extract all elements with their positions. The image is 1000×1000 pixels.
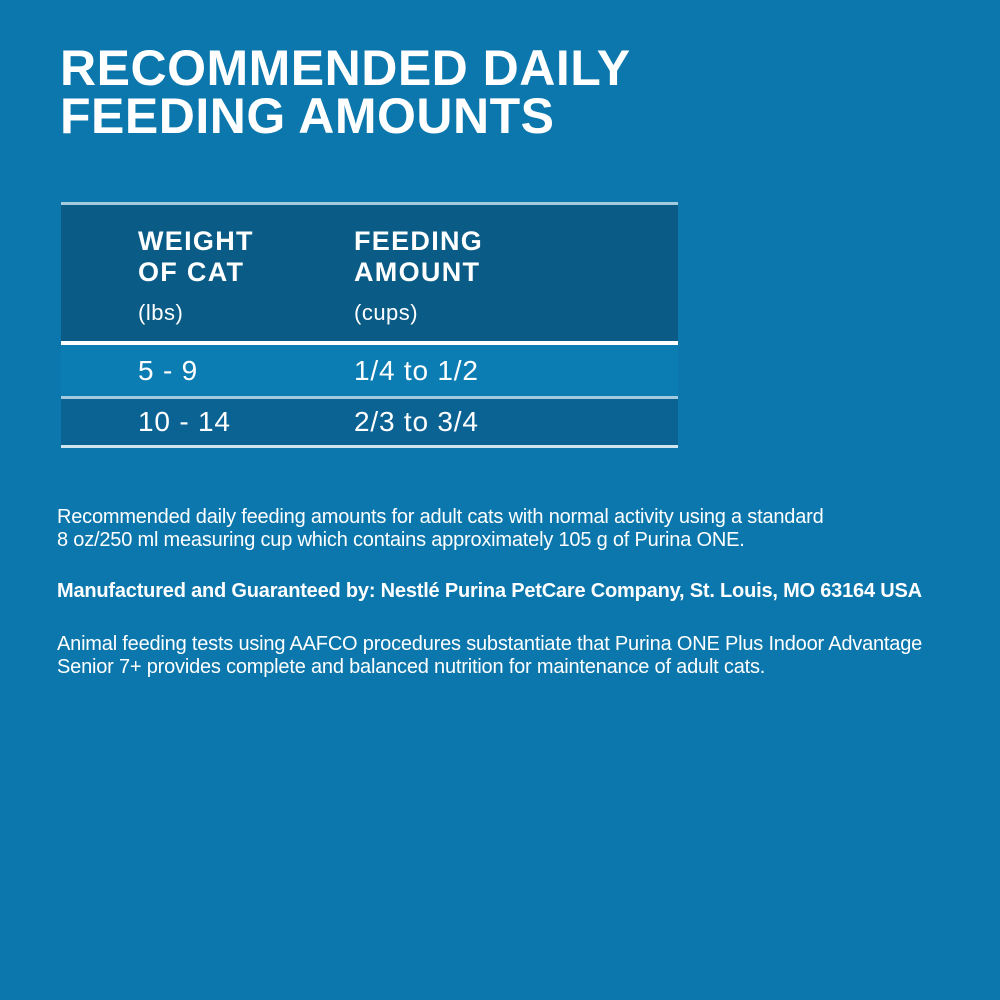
weight-header-line-2: OF CAT [138,257,245,287]
aafco-statement-line-1: Animal feeding tests using AAFCO procedures substantiate that Purina ONE Plus Indoor Advantage [57,633,923,655]
table-bottom-rule [61,445,678,448]
feeding-note-line-2: 8 oz/250 ml measuring cup which contains approximately 105 g of Purina ONE. [57,529,745,551]
page-title-line-1: RECOMMENDED DAILY [60,40,631,96]
page-title [60,40,631,144]
amount-header-line-2: AMOUNT [354,257,481,287]
table-row [61,345,678,396]
column-header-amount [354,226,678,341]
page-title-line-2: FEEDING AMOUNTS [60,88,555,144]
amount-value: 2/3 to 3/4 [354,406,479,437]
aafco-statement [57,633,922,679]
manufacturer-statement: Manufactured and Guaranteed by: Nestlé Purina PetCare Company, St. Louis, MO 63164 USA [57,580,922,602]
feeding-note-line-1: Recommended daily feeding amounts for adult cats with normal activity using a standard [57,506,824,528]
weight-value: 10 - 14 [138,406,231,437]
table-header-row [61,205,678,341]
feeding-table [61,202,678,448]
feeding-note [57,506,824,552]
amount-header-unit: (cups) [354,300,419,325]
amount-value: 1/4 to 1/2 [354,354,479,386]
weight-value: 5 - 9 [138,354,199,386]
amount-header-line-1: FEEDING [354,226,484,256]
weight-header-line-1: WEIGHT [138,226,254,256]
table-row [61,399,678,445]
column-header-weight [138,226,354,341]
weight-header-unit: (lbs) [138,300,184,325]
aafco-statement-line-2: Senior 7+ provides complete and balanced nutrition for maintenance of adult cats. [57,656,766,678]
